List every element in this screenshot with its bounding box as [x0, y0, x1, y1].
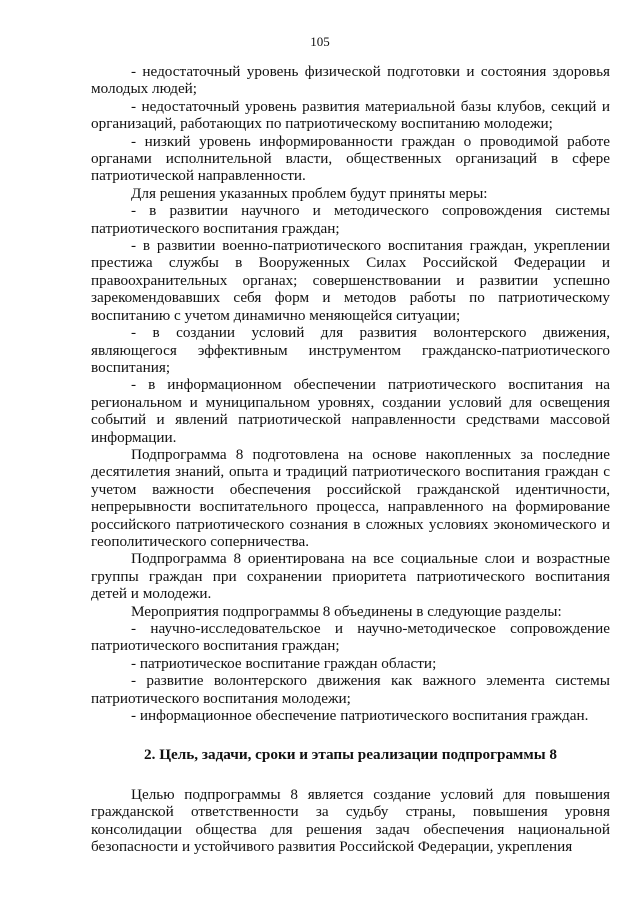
section-heading: 2. Цель, задачи, сроки и этапы реализации подпрограммы 8	[144, 746, 557, 764]
paragraph: Мероприятия подпрограммы 8 объединены в следующие разделы:	[131, 602, 562, 620]
paragraph: - развитие волонтерского движения как важного элемента системы патриотического воспитания молодежи;	[91, 672, 610, 707]
page-number: 105	[310, 34, 330, 49]
paragraph: Целью подпрограммы 8 является создание условий для повышения гражданской ответственности за судьбу страны, повышения уровня консолидации общества для решения задач обеспечения национальной безопасности и устойчивого развития Российской Федерации, укрепления	[91, 785, 610, 856]
paragraph: - информационное обеспечение патриотического воспитания граждан.	[131, 707, 589, 725]
paragraph: - недостаточный уровень развития материальной базы клубов, секций и организаций, работающих по патриотическому воспитанию молодежи;	[91, 97, 610, 133]
paragraph: - недостаточный уровень физической подготовки и состояния здоровья молодых людей;	[91, 63, 610, 98]
document-body	[91, 63, 610, 855]
paragraph: Подпрограмма 8 подготовлена на основе накопленных за последние десятилетия знаний, опыта и традиций патриотического воспитания граждан с учетом важности обеспечения российской гражданской идентичности, непрерывности воспитательного процесса, направленного на формирование российского патриотического сознания в сложных условиях экономического и геополитического соперничества.	[91, 445, 610, 550]
paragraph: - в информационном обеспечении патриотического воспитания на региональном и муниципальном уровнях, создании условий для освещения событий и явлений патриотической направленности средствами массовой информации.	[91, 376, 610, 446]
paragraph: - патриотическое воспитание граждан области;	[131, 654, 437, 672]
paragraph: - научно-исследовательское и научно-методическое сопровождение патриотического воспитания граждан;	[91, 620, 610, 655]
paragraph: Подпрограмма 8 ориентирована на все социальные слои и возрастные группы граждан при сохранении приоритета патриотического воспитания детей и молодежи.	[91, 550, 610, 603]
paragraph: - в развитии научного и методического сопровождения системы патриотического воспитания граждан;	[91, 202, 610, 237]
paragraph: - в развитии военно-патриотического воспитания граждан, укреплении престижа службы в Вооруженных Силах Российской Федерации и правоохранительных органах; совершенствовании и развитии успешно зарекомендовавших себя форм и методов работы по патриотическому воспитанию с учетом динамично меняющейся ситуации;	[91, 237, 610, 324]
paragraph: - в создании условий для развития волонтерского движения, являющегося эффективным инструментом гражданско-патриотического воспитания;	[91, 324, 610, 376]
paragraph: Для решения указанных проблем будут приняты меры:	[131, 184, 488, 202]
paragraph: - низкий уровень информированности граждан о проводимой работе органами исполнительной власти, общественных организаций в сфере патриотической направленности.	[91, 132, 610, 185]
